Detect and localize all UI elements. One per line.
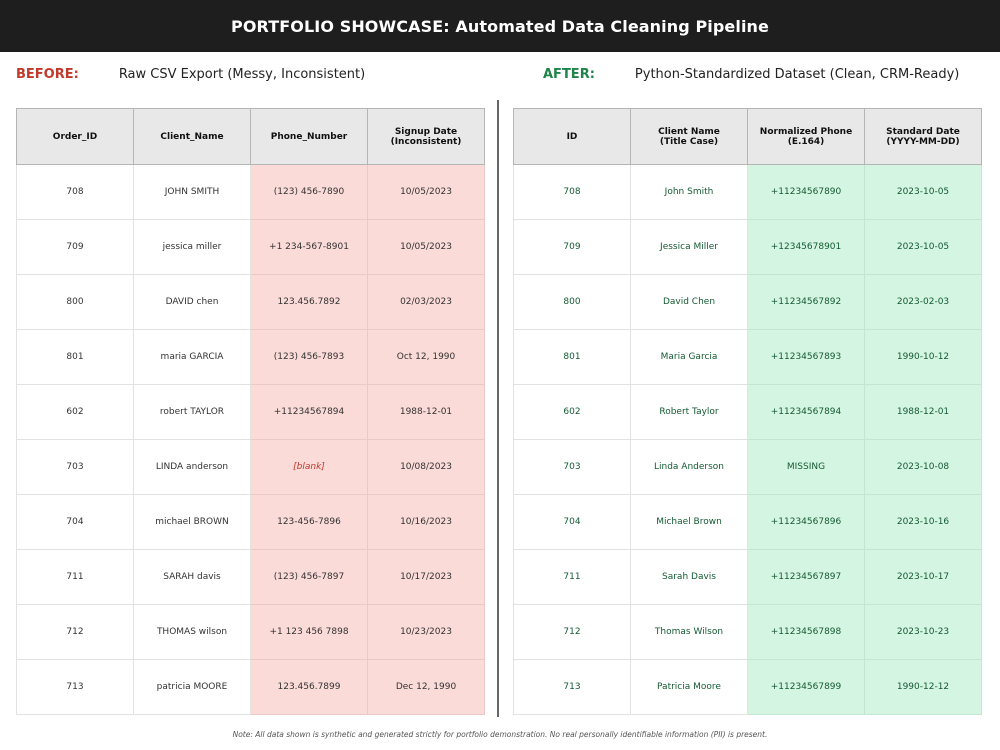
table-cell	[748, 440, 865, 495]
cell-value: +11234567894	[273, 406, 345, 417]
table-cell	[748, 220, 865, 275]
table-cell	[514, 165, 631, 220]
table-cell	[17, 550, 134, 605]
cell-value: 10/05/2023	[400, 186, 452, 197]
table-cell	[17, 275, 134, 330]
table-cell	[17, 220, 134, 275]
table-row	[514, 220, 982, 275]
table-cell	[748, 660, 865, 715]
table-cell	[631, 220, 748, 275]
table-cell	[748, 165, 865, 220]
table-cell	[865, 275, 982, 330]
table-row	[514, 495, 982, 550]
table-cell	[748, 385, 865, 440]
table-cell	[631, 605, 748, 660]
before-label: BEFORE:	[16, 66, 79, 82]
cell-value: (123) 456-7897	[273, 571, 345, 582]
cell-value: Linda Anderson	[653, 461, 725, 472]
table-cell	[251, 275, 368, 330]
table-cell	[368, 330, 485, 385]
section-divider	[497, 100, 499, 717]
cell-value: 1988-12-01	[896, 406, 950, 417]
header-bar	[0, 0, 1000, 52]
table-cell	[631, 330, 748, 385]
cell-value: (123) 456-7893	[273, 351, 345, 362]
cell-value: 2023-02-03	[896, 296, 950, 307]
table-cell	[368, 385, 485, 440]
column-header: Client Name (Title Case)	[631, 109, 748, 165]
table-cell	[17, 330, 134, 385]
table-cell	[251, 440, 368, 495]
cell-value: 1990-12-12	[896, 681, 950, 692]
table-cell	[17, 385, 134, 440]
table-cell	[17, 165, 134, 220]
table-row	[17, 440, 485, 495]
table-row	[514, 440, 982, 495]
cell-value: 711	[563, 571, 581, 582]
cell-value: 10/17/2023	[400, 571, 452, 582]
table-row	[514, 660, 982, 715]
table-cell	[251, 330, 368, 385]
table-cell	[865, 660, 982, 715]
table-cell	[514, 440, 631, 495]
cell-value: +11234567892	[770, 296, 842, 307]
cell-value: 704	[563, 516, 581, 527]
table-cell	[368, 550, 485, 605]
table-cell	[514, 550, 631, 605]
table-cell	[748, 550, 865, 605]
cell-value: 712	[66, 626, 84, 637]
cell-value: 704	[66, 516, 84, 527]
cell-value: [blank]	[293, 461, 325, 472]
table-row	[17, 165, 485, 220]
page-title: PORTFOLIO SHOWCASE: Automated Data Cleaning Pipeline	[231, 16, 769, 36]
table-cell	[865, 165, 982, 220]
cell-value: Thomas Wilson	[654, 626, 724, 637]
table-cell	[631, 165, 748, 220]
cell-value: maria GARCIA	[160, 351, 224, 362]
cell-value: LINDA anderson	[155, 461, 229, 472]
column-header: Standard Date (YYYY-MM-DD)	[865, 109, 982, 165]
after-label: AFTER:	[543, 66, 595, 82]
table-cell	[631, 440, 748, 495]
table-cell	[631, 550, 748, 605]
cell-value: 10/05/2023	[400, 241, 452, 252]
cell-value: +11234567890	[770, 186, 842, 197]
after-header-row	[514, 109, 982, 165]
cell-value: Robert Taylor	[659, 406, 719, 417]
table-cell	[134, 605, 251, 660]
column-header: Signup Date (Inconsistent)	[368, 109, 485, 165]
table-cell	[631, 385, 748, 440]
cell-value: 800	[563, 296, 581, 307]
cell-value: jessica miller	[162, 241, 222, 252]
cell-value: 708	[563, 186, 581, 197]
table-row	[514, 605, 982, 660]
table-cell	[748, 330, 865, 385]
cell-value: +11234567896	[770, 516, 842, 527]
cell-value: 2023-10-16	[896, 516, 950, 527]
cell-value: 1990-10-12	[896, 351, 950, 362]
table-cell	[368, 275, 485, 330]
table-cell	[865, 385, 982, 440]
table-cell	[865, 495, 982, 550]
after-table	[513, 108, 982, 715]
table-cell	[251, 550, 368, 605]
cell-value: 2023-10-05	[896, 186, 950, 197]
cell-value: 2023-10-17	[896, 571, 950, 582]
table-cell	[134, 220, 251, 275]
table-row	[17, 385, 485, 440]
table-cell	[134, 275, 251, 330]
cell-value: 801	[66, 351, 84, 362]
cell-value: 801	[563, 351, 581, 362]
cell-value: Sarah Davis	[662, 571, 716, 582]
table-row	[17, 220, 485, 275]
cell-value: +1 234-567-8901	[269, 241, 349, 252]
cell-value: Dec 12, 1990	[395, 681, 457, 692]
table-row	[17, 550, 485, 605]
cell-value: +11234567898	[770, 626, 842, 637]
cell-value: patricia MOORE	[156, 681, 228, 692]
cell-value: +11234567897	[770, 571, 842, 582]
table-cell	[134, 385, 251, 440]
table-row	[17, 330, 485, 385]
cell-value: 712	[563, 626, 581, 637]
table-cell	[865, 550, 982, 605]
table-cell	[251, 220, 368, 275]
after-description: Python-Standardized Dataset (Clean, CRM-Ready)	[634, 66, 960, 82]
table-cell	[368, 220, 485, 275]
table-cell	[251, 605, 368, 660]
cell-value: 123-456-7896	[277, 516, 341, 527]
table-cell	[865, 330, 982, 385]
cell-value: +11234567899	[770, 681, 842, 692]
table-cell	[134, 495, 251, 550]
cell-value: 709	[66, 241, 84, 252]
table-cell	[251, 495, 368, 550]
cell-value: robert TAYLOR	[159, 406, 225, 417]
table-cell	[748, 275, 865, 330]
cell-value: 10/16/2023	[400, 516, 452, 527]
table-cell	[514, 275, 631, 330]
cell-value: 708	[66, 186, 84, 197]
table-cell	[865, 440, 982, 495]
table-cell	[251, 165, 368, 220]
table-cell	[514, 495, 631, 550]
cell-value: 123.456.7892	[277, 296, 341, 307]
table-cell	[748, 495, 865, 550]
table-cell	[134, 165, 251, 220]
before-table	[16, 108, 485, 715]
table-cell	[368, 165, 485, 220]
table-row	[514, 330, 982, 385]
table-cell	[514, 605, 631, 660]
cell-value: Michael Brown	[656, 516, 722, 527]
cell-value: Oct 12, 1990	[396, 351, 456, 362]
cell-value: 713	[66, 681, 84, 692]
column-header: ID	[514, 109, 631, 165]
cell-value: MISSING	[786, 461, 826, 472]
table-cell	[631, 495, 748, 550]
table-row	[514, 165, 982, 220]
before-section-heading	[16, 63, 365, 85]
column-header: Normalized Phone (E.164)	[748, 109, 865, 165]
after-section-heading	[543, 63, 959, 85]
cell-value: +1 123 456 7898	[269, 626, 349, 637]
table-row	[17, 495, 485, 550]
table-cell	[631, 660, 748, 715]
table-cell	[368, 660, 485, 715]
cell-value: 703	[563, 461, 581, 472]
cell-value: +11234567893	[770, 351, 842, 362]
table-cell	[17, 495, 134, 550]
cell-value: JOHN SMITH	[164, 186, 220, 197]
table-cell	[368, 605, 485, 660]
cell-value: Patricia Moore	[657, 681, 721, 692]
table-cell	[251, 660, 368, 715]
table-cell	[631, 275, 748, 330]
table-row	[514, 550, 982, 605]
table-cell	[134, 660, 251, 715]
table-cell	[514, 220, 631, 275]
cell-value: michael BROWN	[155, 516, 229, 527]
table-cell	[17, 660, 134, 715]
table-cell	[134, 330, 251, 385]
table-cell	[134, 550, 251, 605]
cell-value: Jessica Miller	[660, 241, 718, 252]
cell-value: SARAH davis	[163, 571, 221, 582]
before-header-row	[17, 109, 485, 165]
table-row	[17, 605, 485, 660]
cell-value: 709	[563, 241, 581, 252]
table-cell	[865, 220, 982, 275]
cell-value: +12345678901	[770, 241, 842, 252]
cell-value: 703	[66, 461, 84, 472]
cell-value: 2023-10-23	[896, 626, 950, 637]
table-cell	[748, 605, 865, 660]
cell-value: David Chen	[662, 296, 716, 307]
table-cell	[134, 440, 251, 495]
cell-value: 123.456.7899	[277, 681, 341, 692]
table-cell	[865, 605, 982, 660]
table-cell	[514, 385, 631, 440]
footnote: Note: All data shown is synthetic and generated strictly for portfolio demonstration. No real personally identifiable information (PII) is present.	[232, 730, 768, 739]
cell-value: +11234567894	[770, 406, 842, 417]
table-row	[17, 275, 485, 330]
table-row	[514, 385, 982, 440]
table-row	[17, 660, 485, 715]
cell-value: DAVID chen	[165, 296, 219, 307]
cell-value: 800	[66, 296, 84, 307]
table-cell	[514, 330, 631, 385]
table-cell	[17, 605, 134, 660]
table-cell	[368, 440, 485, 495]
cell-value: 02/03/2023	[400, 296, 452, 307]
table-cell	[514, 660, 631, 715]
table-cell	[368, 495, 485, 550]
table-row	[514, 275, 982, 330]
cell-value: 1988-12-01	[399, 406, 453, 417]
before-description: Raw CSV Export (Messy, Inconsistent)	[118, 66, 366, 82]
cell-value: 10/08/2023	[400, 461, 452, 472]
column-header: Order_ID	[17, 109, 134, 165]
cell-value: 711	[66, 571, 84, 582]
cell-value: John Smith	[664, 186, 714, 197]
cell-value: Maria Garcia	[660, 351, 718, 362]
table-cell	[251, 385, 368, 440]
cell-value: 2023-10-05	[896, 241, 950, 252]
cell-value: 713	[563, 681, 581, 692]
cell-value: 602	[66, 406, 84, 417]
cell-value: THOMAS wilson	[156, 626, 228, 637]
cell-value: 10/23/2023	[400, 626, 452, 637]
column-header: Phone_Number	[251, 109, 368, 165]
cell-value: 2023-10-08	[896, 461, 950, 472]
table-cell	[17, 440, 134, 495]
cell-value: 602	[563, 406, 581, 417]
cell-value: (123) 456-7890	[273, 186, 345, 197]
column-header: Client_Name	[134, 109, 251, 165]
